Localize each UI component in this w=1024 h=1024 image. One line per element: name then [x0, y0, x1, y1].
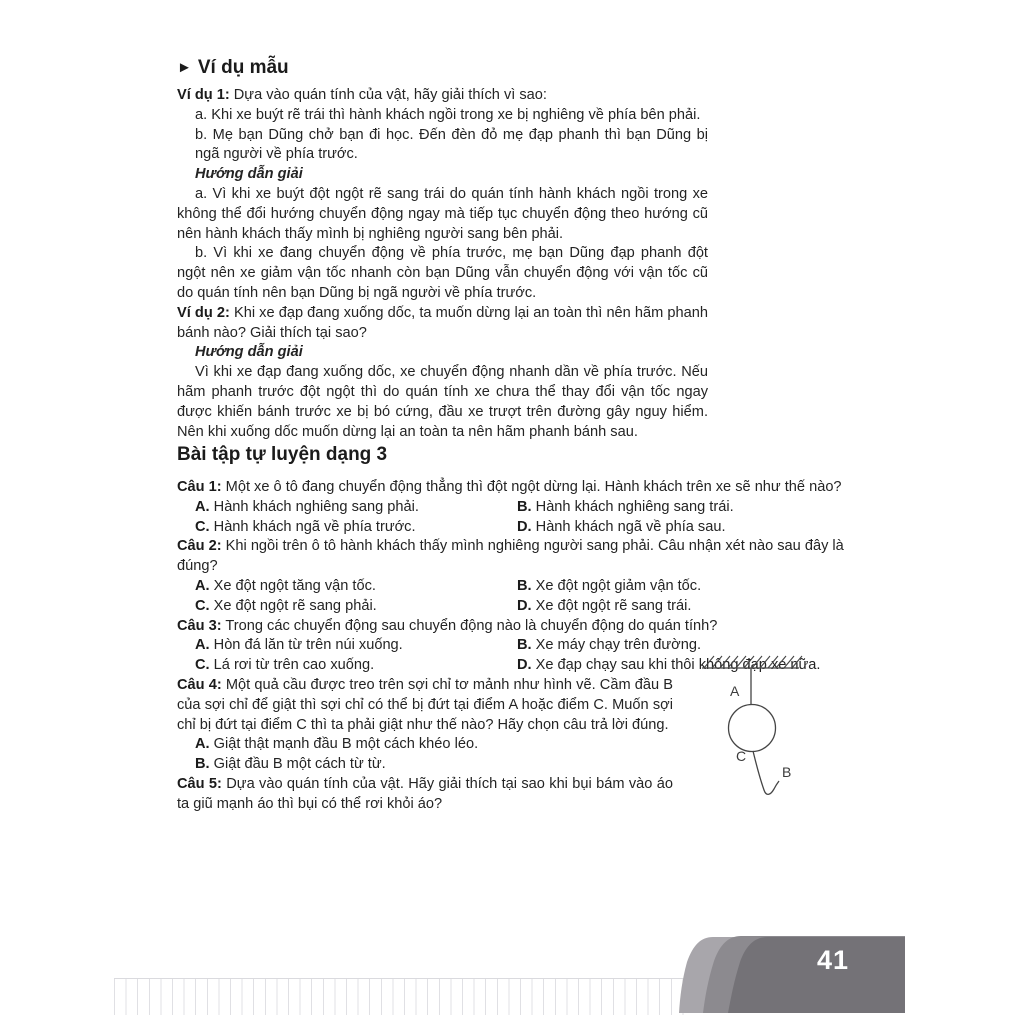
figure-label-b: B [782, 764, 792, 780]
option-3c: C. Lá rơi từ trên cao xuống. [195, 657, 375, 674]
question-5: Câu 5: Dựa vào quán tính của vật. Hãy giải thích tại sao khi bụi bám vào áo ta giũ mạnh áo thì bụi có thể rơi khỏi áo? [177, 775, 673, 812]
question-1-options-row-2 [195, 518, 872, 538]
option-2a: A. Xe đột ngột tăng vận tốc. [195, 577, 376, 594]
example-1-intro: Ví dụ 1: Dựa vào quán tính của vật, hãy giải thích vì sao: [177, 87, 547, 103]
option-3a: A. Hòn đá lăn từ trên núi xuống. [195, 637, 403, 654]
question-4: Câu 4: Một quả cầu được treo trên sợi chỉ tơ mảnh như hình vẽ. Cầm đầu B của sợi chỉ để giật thì sợi chỉ có thể bị đứt tại điểm A hoặc điểm C. Muốn sợi chỉ bị đứt tại điểm C thì ta phải giật như thế nào? Hãy chọn câu trả lời đúng. [177, 676, 673, 733]
examples-header-label: Ví dụ mẫu [197, 57, 289, 78]
example-1-item-a: a. Khi xe buýt rẽ trái thì hành khách ngồi trong xe bị nghiêng về phía bên phải. [195, 106, 701, 123]
option-2b: B. Xe đột ngột giảm vận tốc. [517, 577, 702, 594]
ball [729, 705, 776, 752]
option-2d: D. Xe đột ngột rẽ sang trái. [517, 597, 692, 614]
footer-wave [673, 929, 905, 1013]
filmstrip-pattern [114, 978, 692, 1015]
option-1c: C. Hành khách ngã về phía trước. [195, 518, 416, 535]
option-1d: D. Hành khách ngã về phía sau. [517, 518, 726, 535]
figure-label-c: C [736, 748, 747, 764]
example-1-solution-b: b. Vì khi xe đang chuyển động về phía trước, mẹ bạn Dũng đạp phanh đột ngột nên xe giảm vận tốc nhanh còn bạn Dũng vẫn chuyển động với vận tốc cũ do quán tính nên bạn Dũng bị ngã người về phía trước. [177, 245, 708, 301]
solution-guide-label-2: Hướng dẫn giải [195, 344, 303, 361]
examples-section [177, 86, 708, 442]
option-1a: A. Hành khách nghiêng sang phải. [195, 498, 419, 515]
example-1-solution-a: a. Vì khi xe buýt đột ngột rẽ sang trái do quán tính hành khách ngồi trong xe không thể đổi hướng chuyển động ngay mà tiếp tục chuyển động theo hướng cũ nên hành khách thấy mình bị nghiêng người sang bên phải. [177, 185, 708, 242]
thread-segment-b [753, 751, 779, 794]
question-2: Câu 2: Khi ngồi trên ô tô hành khách thấy mình nghiêng người sang phải. Câu nhận xét nào sau đây là đúng? [177, 538, 844, 575]
exercises-header: Bài tập tự luyện dạng 3 [177, 444, 388, 465]
figure-label-a: A [730, 683, 740, 699]
triangle-bullet-icon: ► [177, 59, 192, 76]
solution-guide-label-1: Hướng dẫn giải [195, 166, 303, 183]
example-2-solution: Vì khi xe đạp đang xuống dốc, xe chuyển động nhanh dần về phía trước. Nếu hãm phanh trước đột ngột thì do quán tính xe chưa thể thay đổi vận tốc ngay được khiến bánh trước xe bị bó cứng, đầu xe trượt trên đường gây nguy hiểm. Nên khi xuống dốc muốn dừng lại an toàn ta nên hãm phanh bánh sau. [177, 364, 708, 440]
question-3: Câu 3: Trong các chuyển động sau chuyển động nào là chuyển động do quán tính? [177, 617, 718, 634]
question-1-options-row-1 [195, 498, 872, 518]
example-1-label: Ví dụ 1: [177, 87, 230, 103]
example-2-question: Ví dụ 2: Khi xe đạp đang xuống dốc, ta muốn dừng lại an toàn thì nên hãm phanh bánh nào? Giải thích tại sao? [177, 304, 708, 341]
option-4a: A. Giật thật mạnh đầu B một cách khéo léo. [195, 736, 479, 753]
option-3b: B. Xe máy chạy trên đường. [517, 637, 702, 654]
option-3d: D. Xe đạp chạy sau khi thôi không đạp xe nữa. [517, 657, 821, 674]
example-1-item-b: b. Mẹ bạn Dũng chở bạn đi học. Đến đèn đỏ mẹ đạp phanh thì bạn Dũng bị ngã người về phía trước. [195, 126, 708, 163]
ceiling-hatching-icon [704, 656, 802, 668]
page-number: 41 [816, 945, 850, 975]
question-2-options-row-1 [195, 577, 872, 597]
option-2c: C. Xe đột ngột rẽ sang phải. [195, 597, 377, 614]
question-1: Câu 1: Một xe ô tô đang chuyển động thẳng thì đột ngột dừng lại. Hành khách trên xe sẽ như thế nào? [177, 479, 842, 495]
question-2-options-row-2 [195, 597, 872, 617]
examples-header [177, 56, 289, 81]
example-2-label: Ví dụ 2: [177, 304, 230, 321]
option-1b: B. Hành khách nghiêng sang trái. [517, 498, 734, 515]
option-4b: B. Giật đầu B một cách từ từ. [195, 756, 386, 773]
pendulum-figure [688, 646, 812, 806]
